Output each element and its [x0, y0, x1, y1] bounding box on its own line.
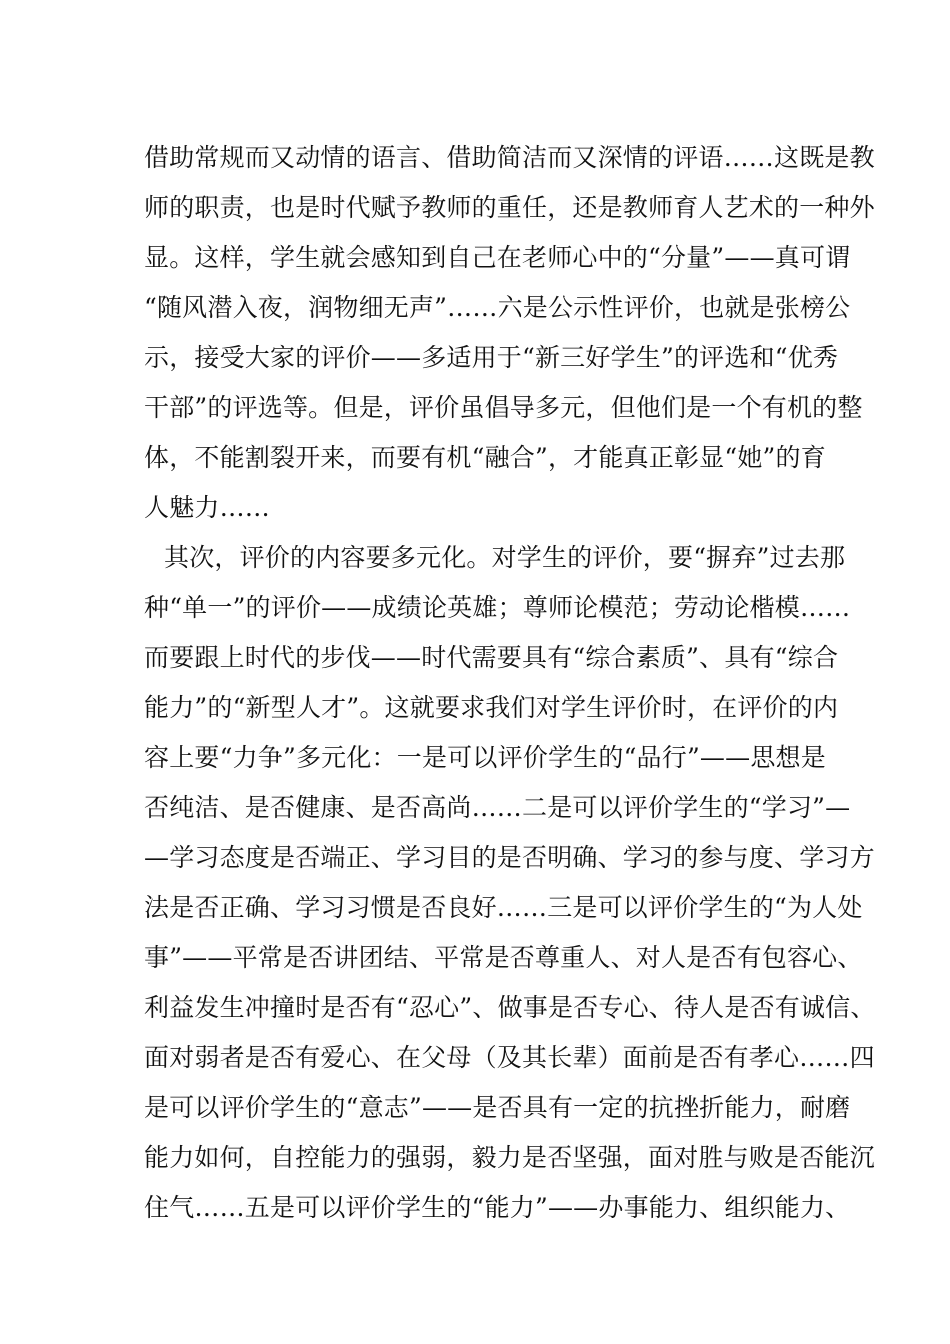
text-line: 借助常规而又动情的语言、借助简洁而又深情的评语……这既是教	[144, 143, 875, 172]
text-line: 师的职责，也是时代赋予教师的重任，还是教师育人艺术的一种外	[144, 193, 875, 222]
text-line: 面对弱者是否有爱心、在父母（及其长辈）面前是否有孝心……四	[144, 1043, 875, 1072]
text-line: “随风潜入夜，润物细无声”……六是公示性评价，也就是张榜公	[144, 293, 851, 322]
text-line: 干部”的评选等。但是，评价虽倡导多元，但他们是一个有机的整	[144, 393, 863, 422]
text-line: 住气……五是可以评价学生的“能力”——办事能力、组织能力、	[144, 1193, 851, 1222]
text-line: 是可以评价学生的“意志”——是否具有一定的抗挫折能力，耐磨	[144, 1093, 851, 1122]
text-line: 种“单一”的评价——成绩论英雄；尊师论模范；劳动论楷模……	[144, 593, 851, 622]
body-text	[144, 133, 876, 1233]
text-line: 人魅力……	[144, 493, 271, 522]
text-line: 而要跟上时代的步伐——时代需要具有“综合素质”、具有“综合	[144, 643, 839, 672]
text-line: 容上要“力争”多元化：一是可以评价学生的“品行”——思想是	[144, 743, 826, 772]
text-line: 事”——平常是否讲团结、平常是否尊重人、对人是否有包容心、	[144, 943, 863, 972]
text-line: 体，不能割裂开来，而要有机“融合”，才能真正彰显“她”的育	[144, 443, 826, 472]
text-line: 示，接受大家的评价——多适用于“新三好学生”的评选和“优秀	[144, 343, 839, 372]
text-line: 否纯洁、是否健康、是否高尚……二是可以评价学生的“学习”—	[144, 793, 851, 822]
text-line: 能力如何，自控能力的强弱，毅力是否坚强，面对胜与败是否能沉	[144, 1143, 875, 1172]
paragraph-start-line: 其次，评价的内容要多元化。对学生的评价，要“摒弃”过去那	[164, 543, 846, 572]
text-line: 显。这样，学生就会感知到自己在老师心中的“分量”——真可谓	[144, 243, 851, 272]
text-line: 利益发生冲撞时是否有“忍心”、做事是否专心、待人是否有诚信、	[144, 993, 876, 1022]
text-line: 能力”的“新型人才”。这就要求我们对学生评价时，在评价的内	[144, 693, 839, 722]
text-line: —学习态度是否端正、学习目的是否明确、学习的参与度、学习方	[144, 843, 875, 872]
text-line: 法是否正确、学习习惯是否良好……三是可以评价学生的“为人处	[144, 893, 863, 922]
